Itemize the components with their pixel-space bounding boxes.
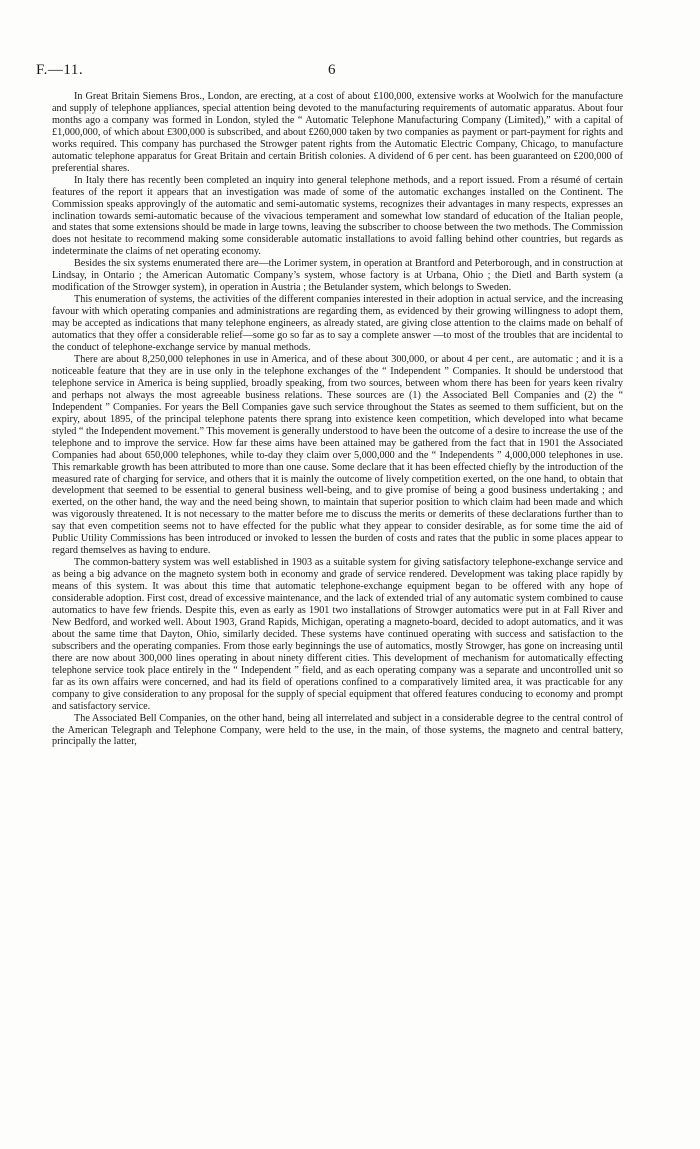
page-number: 6 — [328, 62, 336, 78]
paragraph-italy: In Italy there has recently been completed an inquiry into general telephone methods, and a report issued. From a résumé of certain features of the report it appears that an investigation was made of some of the automatic exchanges installed on the Continent. The Commission speaks approvingly of the automatic and semi-automatic systems, recognizes their advantages in many respects, expresses an inclination towards semi-automatic because of the vivacious temperament and somewhat low standard of education of the Italian people, and states that some extensions should be made in large towns, leaving the subscriber to choose between the two methods. The Commission does not hesitate to recommend making some considerable automatic installations to avoid falling behind other countries, but regards as indeterminate the claims of net operating economy. — [52, 174, 623, 258]
paragraph-bell-companies: The Associated Bell Companies, on the other hand, being all interrelated and subject in a considerable degree to the central control of the American Telegraph and Telephone Company, were held to the use, in the main, of those systems, the magneto and central battery, principally the latter, — [52, 712, 623, 748]
document-reference: F.—11. — [36, 62, 84, 78]
paragraph-other-systems: Besides the six systems enumerated there are—the Lorimer system, in operation at Brantford and Peterborough, and in construction at Lindsay, in Ontario ; the American Automatic Company’s system, whose factory is at Urbana, Ohio ; the Dietl and Barth system (a modification of the Strowger system), in operation in Austria ; the Betulander system, which belongs to Sweden. — [52, 258, 623, 294]
paragraph-great-britain: In Great Britain Siemens Bros., London, are erecting, at a cost of about £100,000, extensive works at Woolwich for the manufacture and supply of telephone appliances, special attention being devoted to the manufacturing requirements of automatic apparatus. About four months ago a company was formed in London, styled the “ Automatic Telephone Manufacturing Company (Limited),” with a capital of £1,000,000, of which about £300,000 is subscribed, and about £260,000 taken by two companies as payment or part-payment for rights and works required. This company has purchased the Strowger patent rights from the Automatic Electric Company, Chicago, to manufacture automatic telephone apparatus for Great Britain and certain British colonies. A dividend of 6 per cent. has been guaranteed on £200,000 of preferential shares. — [52, 91, 623, 174]
paragraph-common-battery: The common-battery system was well established in 1903 as a suitable system for giving satisfactory telephone-exchange service and as being a big advance on the magneto system both in economy and grade of service rendered. Development was taking place rapidly by means of this system. It was about this time that automatic telephone-exchange equipment began to be offered with any hope of considerable adoption. First cost, dread of excessive maintenance, and the lack of extended trial of any automatic system combined to cause automatics to have few friends. Despite this, even as early as 1901 two installations of Strowger automatics were put in at Fall River and New Bedford, and worked well. About 1903, Grand Rapids, Michigan, operating a magneto-board, decided to adopt automatics, and it was about the same time that Dayton, Ohio, similarly decided. These systems have continued operating with success and satisfaction to the subscribers and the operating companies. From those early beginnings the use of automatics, mostly Strowger, has gone on increasing until there are now about 300,000 lines operating in about ninety different cities. This development of mechanism for automatically effecting telephone service took place entirely in the “ Independent ” field, and as each operating company was a separate and uncontrolled unit so far as its own affairs were concerned, and had its field of operations confined to a comparatively limited area, it was practicable for any company to give consideration to any proposal for the supply of special equipment that offered features conducing to economy and prompt and satisfactory service. — [52, 557, 623, 712]
paragraph-enumeration: This enumeration of systems, the activities of the different companies interested in their adoption in actual service, and the increasing favour with which operating companies and administrations are regarding them, as evidenced by their growing willingness to adopt them, may be accepted as indications that many telephone engineers, as already stated, are giving close attention to the claims made on behalf of automatics that they offer a considerable relief—some go so far as to say a complete answer —to most of the troubles that are incidental to the conduct of telephone-exchange service by manual methods. — [52, 294, 623, 354]
page-header — [36, 62, 660, 82]
paragraph-america-telephones: There are about 8,250,000 telephones in use in America, and of these about 300,000, or about 4 per cent., are automatic ; and it is a noticeable feature that they are in use only in the telephone exchanges of the “ Independent ” Companies. It should be understood that telephone service in America is being supplied, broadly speaking, from two sources, between whom there has been for years keen rivalry and perhaps not always the most agreeable business relations. These sources are (1) the Associated Bell Companies and (2) the “ Independent ” Companies. For years the Bell Companies gave such service throughout the States as seemed to them sufficient, but on the expiry, about 1895, of the principal telephone patents there sprang into existence keen competition, which developed into what became styled “ the Independent movement.” This movement is generally understood to have been the outcome of a desire to increase the use of the telephone and to improve the service. How far these aims have been attained may be gathered from the fact that in 1901 the Associated Companies had about 650,000 telephones, while to-day they claim over 5,000,000 and the “ Independents ” 4,000,000 telephones in use. This remarkable growth has been attributed to more than one cause. Some declare that it has been effected chiefly by the introduction of the measured rate of charging for service, and others that it is mainly the outcome of lively competition exerted, on the one hand, to obtain that development that seemed to be essential to general business well-being, and to give promise of being a good business undertaking ; and exerted, on the other hand, the way and the need being shown, to maintain that superior position to which claim had been made and which was vigorously threatened. It is not necessary to the matter before me to discuss the merits or demerits of these declarations further than to say that even competition seems not to have effected for the public what they appear to consider desirable, as for some time the aid of Public Utility Commissions has been introduced or invoked to lessen the burden of costs and rates that the public in some places appear to regard themselves as having to endure. — [52, 353, 623, 557]
body-text — [52, 91, 623, 748]
